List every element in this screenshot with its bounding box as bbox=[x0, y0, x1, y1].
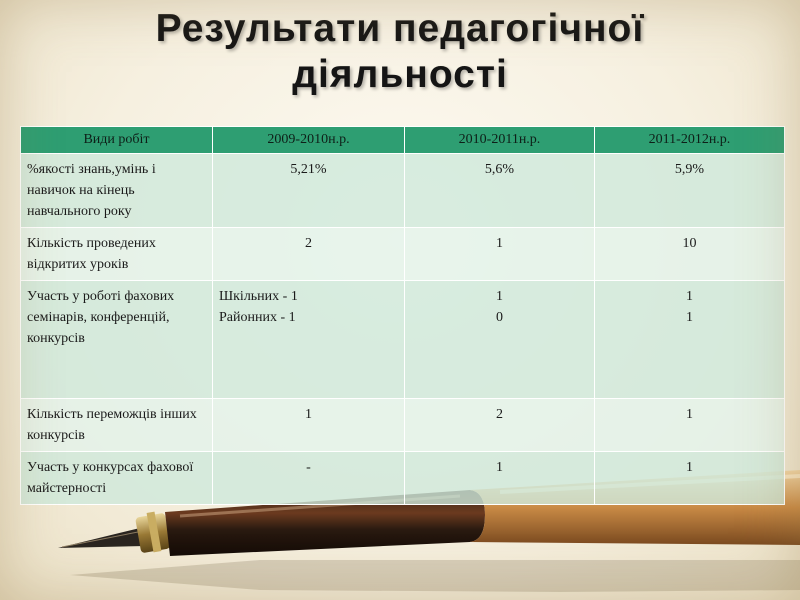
cell-line: Районних - 1 bbox=[219, 310, 296, 325]
cell-2011: 1 bbox=[595, 452, 785, 505]
row-label: Участь у роботі фахових семінарів, конференцій, конкурсів bbox=[21, 281, 213, 399]
cell-2011: 1 bbox=[595, 399, 785, 452]
table-row bbox=[21, 154, 785, 228]
row-label: Кількість проведених відкритих уроків bbox=[21, 228, 213, 281]
column-header-2010: 2010-2011н.р. bbox=[405, 127, 595, 154]
row-label: %якості знань,умінь і навичок на кінець навчального року bbox=[21, 154, 213, 228]
column-header-2011: 2011-2012н.р. bbox=[595, 127, 785, 154]
results-table bbox=[20, 126, 785, 505]
cell-2010: 2 bbox=[405, 399, 595, 452]
cell-2009: - bbox=[213, 452, 405, 505]
cell-2010 bbox=[405, 281, 595, 399]
table-header-row bbox=[21, 127, 785, 154]
cell-2010: 5,6% bbox=[405, 154, 595, 228]
cell-2010: 1 bbox=[405, 228, 595, 281]
cell-line: 1 bbox=[686, 310, 693, 325]
cell-2009: 5,21% bbox=[213, 154, 405, 228]
cell-2009: 1 bbox=[213, 399, 405, 452]
column-header-work-type: Види робіт bbox=[21, 127, 213, 154]
cell-2010: 1 bbox=[405, 452, 595, 505]
title-line-1: Результати педагогічної bbox=[155, 7, 645, 50]
cell-line: Шкільних - 1 bbox=[219, 289, 298, 304]
cell-line: 0 bbox=[496, 310, 503, 325]
row-label: Кількість переможців інших конкурсів bbox=[21, 399, 213, 452]
column-header-2009: 2009-2010н.р. bbox=[213, 127, 405, 154]
cell-2011: 10 bbox=[595, 228, 785, 281]
page-title bbox=[0, 6, 800, 98]
table-row bbox=[21, 228, 785, 281]
cell-2009 bbox=[213, 281, 405, 399]
cell-2009: 2 bbox=[213, 228, 405, 281]
row-label: Участь у конкурсах фахової майстерності bbox=[21, 452, 213, 505]
cell-line: 1 bbox=[496, 289, 503, 304]
cell-line: 1 bbox=[686, 289, 693, 304]
table-row bbox=[21, 399, 785, 452]
table-row bbox=[21, 452, 785, 505]
cell-2011 bbox=[595, 281, 785, 399]
title-line-2: діяльності bbox=[292, 53, 508, 96]
table-row bbox=[21, 281, 785, 399]
cell-2011: 5,9% bbox=[595, 154, 785, 228]
